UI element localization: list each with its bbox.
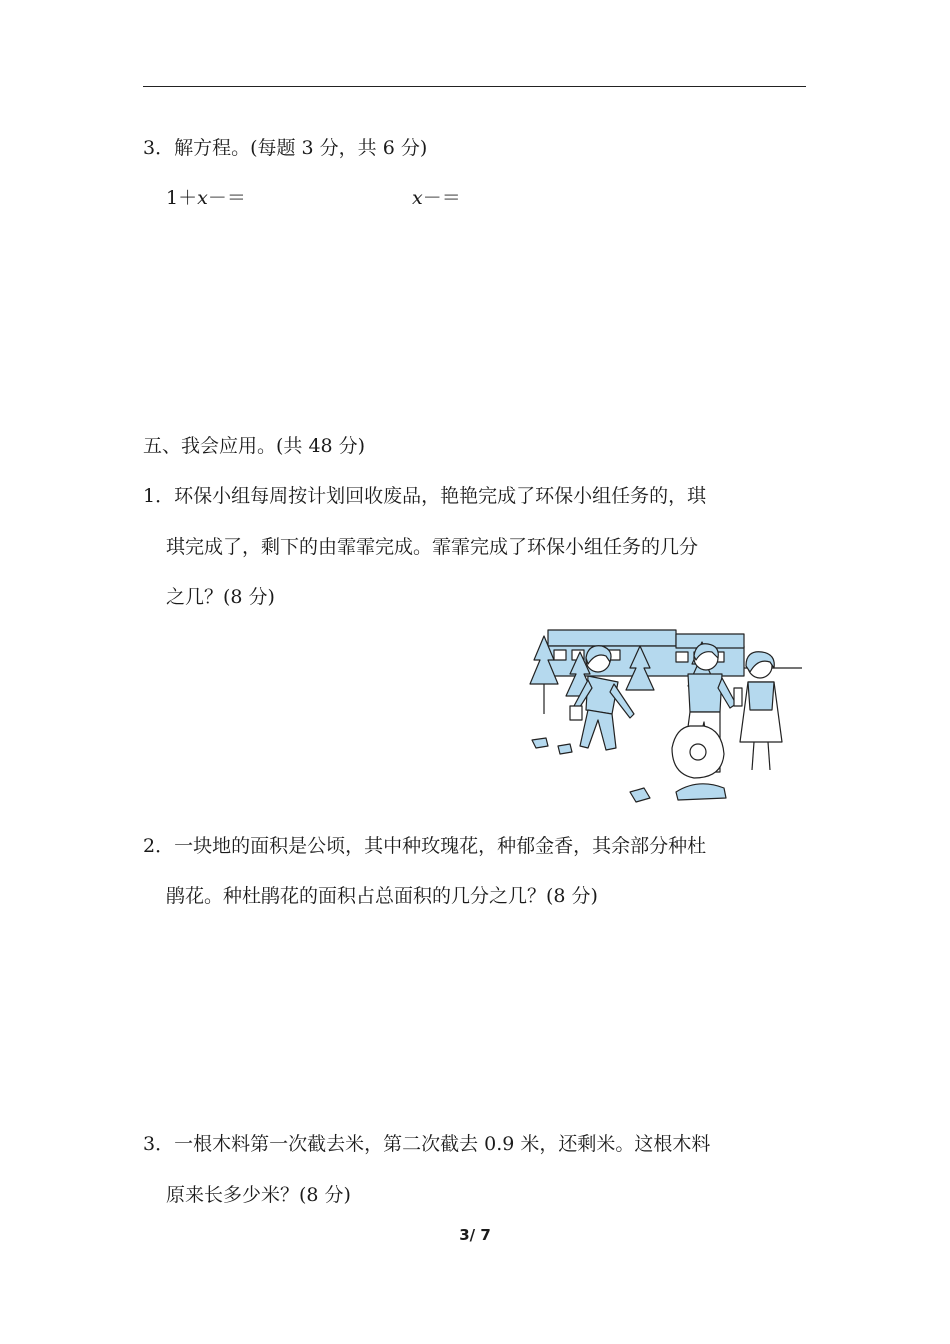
page-number: 3/ 7 — [459, 1226, 491, 1244]
question-number: 3． — [143, 137, 175, 159]
question-text: 解方程。(每题 3 分，共 6 分) — [174, 137, 428, 159]
question-4-3 — [143, 136, 427, 160]
header-rule — [143, 86, 806, 87]
question-5-2-line1 — [143, 834, 706, 858]
section-5-heading: 五、我会应用。(共 48 分) — [143, 435, 366, 457]
question-number: 3． — [143, 1133, 175, 1155]
question-5-3-line2: 原来长多少米？(8 分) — [166, 1184, 351, 1206]
question-text: 环保小组每周按计划回收废品，艳艳完成了环保小组任务的，琪 — [174, 485, 707, 507]
equation-1-pre: 1＋ — [166, 187, 198, 209]
equation-2 — [412, 186, 461, 210]
equation-1-var: x — [197, 187, 208, 209]
question-5-1-line3: 之几？(8 分) — [166, 586, 275, 608]
question-number: 2． — [143, 835, 175, 857]
recycling-illustration — [526, 622, 806, 806]
equation-2-var: x — [412, 187, 423, 209]
equation-1-post: －＝ — [207, 187, 246, 209]
building-roof — [548, 630, 676, 646]
question-5-2-line2: 鹃花。种杜鹃花的面积占总面积的几分之几？(8 分) — [166, 885, 598, 907]
question-number: 1． — [143, 485, 175, 507]
question-text: 一根木料第一次截去米，第二次截去 0.9 米，还剩米。这根木料 — [174, 1133, 711, 1155]
equation-1 — [166, 186, 246, 210]
question-5-1-line1 — [143, 484, 706, 508]
question-5-1-line2: 琪完成了，剩下的由霏霏完成。霏霏完成了环保小组任务的几分 — [166, 536, 699, 558]
question-text: 一块地的面积是公顷，其中种玫瑰花，种郁金香，其余部分种杜 — [174, 835, 707, 857]
question-5-3-line1 — [143, 1132, 710, 1156]
equation-2-post: －＝ — [422, 187, 461, 209]
